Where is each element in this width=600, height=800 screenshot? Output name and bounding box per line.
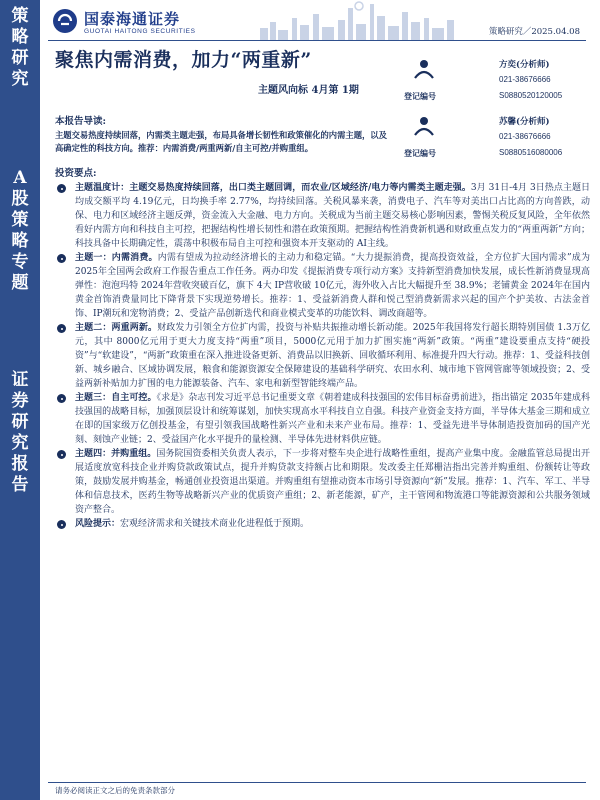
sidebar-report-type: 证 券 研 究 报 告 (11, 370, 29, 495)
analyst-card (404, 112, 586, 172)
analyst-reg-number: S0880520120005 (499, 91, 563, 100)
key-point-body: 国务院国资委相关负责人表示，下一步将对整车央企进行战略性重组，提高产业集中度。金融监管总局提出开展适度放宽科技企业并购贷款政策试点，提升并购贷款支持额占比和期限。发改委主任郑栅洁指出完善并购重组、份额转让等政策，鼓励发展并购基金，畅通创业投资退出渠道。并购重组有望推动资本市场引导资源向“新”发展。推荐：1、汽车、军工、半导体和信息技术，医药生物等战略新兴产业的优质资产重组；2、新老能源，矿产，主干管网和物流港口等能源资源和公共服务领域资产整合。 (75, 449, 590, 515)
footer-disclaimer: 请务必阅读正文之后的免责条款部分 (55, 786, 175, 795)
guide-text: 主题交易热度持续回落，内需类主题走强，布局具备增长韧性和政策催化的内需主题，以及高确定性的科技方向。推荐：内需消费/两重两新/自主可控/并购重组。 (55, 130, 387, 153)
key-point-body: 宏观经济需求和关键技术商业化进程低于预期。 (120, 519, 310, 529)
analyst-name: 方奕(分析师) (499, 60, 550, 70)
key-point-lead: 主题三：自主可控。 (75, 393, 157, 403)
bullet-icon (57, 254, 66, 263)
bullet-icon (57, 184, 66, 193)
key-point-lead: 主题二：两重两新。 (75, 323, 158, 333)
key-point (55, 517, 590, 531)
sidebar-series: A 股 策 略 专 题 (11, 168, 29, 293)
logo-mark-icon (52, 8, 78, 34)
key-point (55, 447, 590, 517)
analyst-phone: 021-38676666 (499, 75, 551, 84)
footer-divider (48, 782, 586, 783)
analyst-reg-label: 登记编号 (404, 148, 436, 158)
analyst-reg-number: S0880516080006 (499, 148, 563, 157)
key-points-list (55, 181, 590, 531)
sidebar-category: 策 略 研 究 (11, 6, 29, 89)
logo-english-name: GUOTAI HAITONG SECURITIES (84, 28, 196, 35)
key-points-title: 投资要点: (55, 168, 97, 179)
key-point-lead: 主题温度计：主题交易热度持续回落，出口类主题回调，而农业/区域经济/电力等内需类主题走强。 (75, 183, 471, 193)
sidebar (0, 0, 40, 800)
key-point-body: 内需有望成为拉动经济增长的主动力和稳定锚。“大力提振消费，提高投资效益，全方位扩大国内需求”成为 2025年全国两会政府工作报告重点工作任务。两办印发《提振消费专项行动方案》支持新型消费加快发展，成长性新消费显现高弹性：泡泡玛特 2024年营收突破百亿，旗下 4大 IP营收破 10亿元，海外收入占比大幅提升至 38.9%；老铺黄金 2024年在国内黄金首饰消费量同比下降背景下实现逆势增长。推荐：1、受益新消费人群和悦己型消费新需求兴起的国产个护美妆、古法金首饰、IP潮玩和宠物消费；2、受益产品创新迭代和商业模式变革的功能饮料、调改商超等。 (75, 253, 590, 319)
key-point-lead: 风险提示： (75, 519, 121, 529)
analyst-reg-label: 登记编号 (404, 91, 436, 101)
bullet-icon (57, 450, 66, 459)
analyst-phone: 021-38676666 (499, 132, 551, 141)
analyst-name: 苏馨(分析师) (499, 117, 550, 127)
bullet-icon (57, 324, 66, 333)
key-point-lead: 主题一：内需消费。 (75, 253, 158, 263)
analyst-icon (412, 57, 436, 81)
logo-chinese-name: 国泰海通证券 (84, 10, 181, 28)
analyst-icon (412, 114, 436, 138)
key-point-body: 3月 31日-4月 3日热点主题日均成交额平均 4.19亿元，日均换手率 2.77%，均持续回落。关税风暴来袭，消费电子、汽车等对美出口占比高的方向普跌，动保、电力和区域经济主题反弹，资金流入大金融、电力方向。关税成为当前主题交易核心影响因素，警惕关税反复风险，全年依然看好内需方向和科技自主可控，把握结构性增长韧性和潜在政策预期。把握结构性消费新机遇和财政重点发力的“两重两新”方向；科技具备中长期确定性，震荡中积极布局自主可控和强资本开支驱动的 AI主线。 (75, 183, 591, 249)
guide-title: 本报告导读: (55, 116, 107, 127)
header-meta: 策略研究／2025.04.08 (488, 27, 580, 37)
key-point-lead: 主题四：并购重组。 (75, 449, 157, 459)
key-point-body: 《求是》杂志刊发习近平总书记重要文章《朝着建成科技强国的宏伟目标奋勇前进》，指出锚定 2035年建成科技强国的战略目标，加强顶层设计和统筹谋划，加快实现高水平科技自立自强。科技产业资金支持方面，半导体大基金三期和成立在即的国家级万亿创投基金，有望引领我国战略性新兴产业和未来产业布局。推荐：1、受益先进半导体制造投资加码的国产光刻、刻蚀产业链；2、受益国产化水平提升的量检测、半导体先进材料供应链。 (75, 393, 590, 445)
report-subtitle: 主题风向标 4月第 1期 (258, 85, 359, 96)
bullet-icon (57, 520, 66, 529)
company-logo (52, 6, 222, 40)
key-point (55, 391, 590, 447)
skyline-decoration (258, 0, 463, 40)
analyst-card (404, 55, 586, 115)
report-title: 聚焦内需消费，加力“两重新” (55, 49, 312, 71)
key-point-body: 财政发力引领全方位扩内需，投资与补贴共振推动增长新动能。2025年我国将发行超长期特别国债 1.3万亿元，其中 8000亿元用于更大力度支持“两重”项目，5000亿元用于加力扩围实施“两新”政策。“两重”建设要重点支持“硬投资”与“软建设”，“两新”政策重在深入推进设备更新、消费品以旧换新、回收循环利用、标准提升四大行动。推荐：1、受益科技创新、城乡融合、区域协调发展，粮食和能源资源安全保障建设的基础科学研究、农田水利、城市地下管网管廊等领域投资；2、受益两新补贴加力扩围的电力能源装备、汽车、家电和新型智能终端产品。 (75, 323, 590, 389)
header-divider (48, 40, 586, 41)
key-point (55, 181, 590, 251)
key-point (55, 321, 590, 391)
bullet-icon (57, 394, 66, 403)
key-point (55, 251, 590, 321)
